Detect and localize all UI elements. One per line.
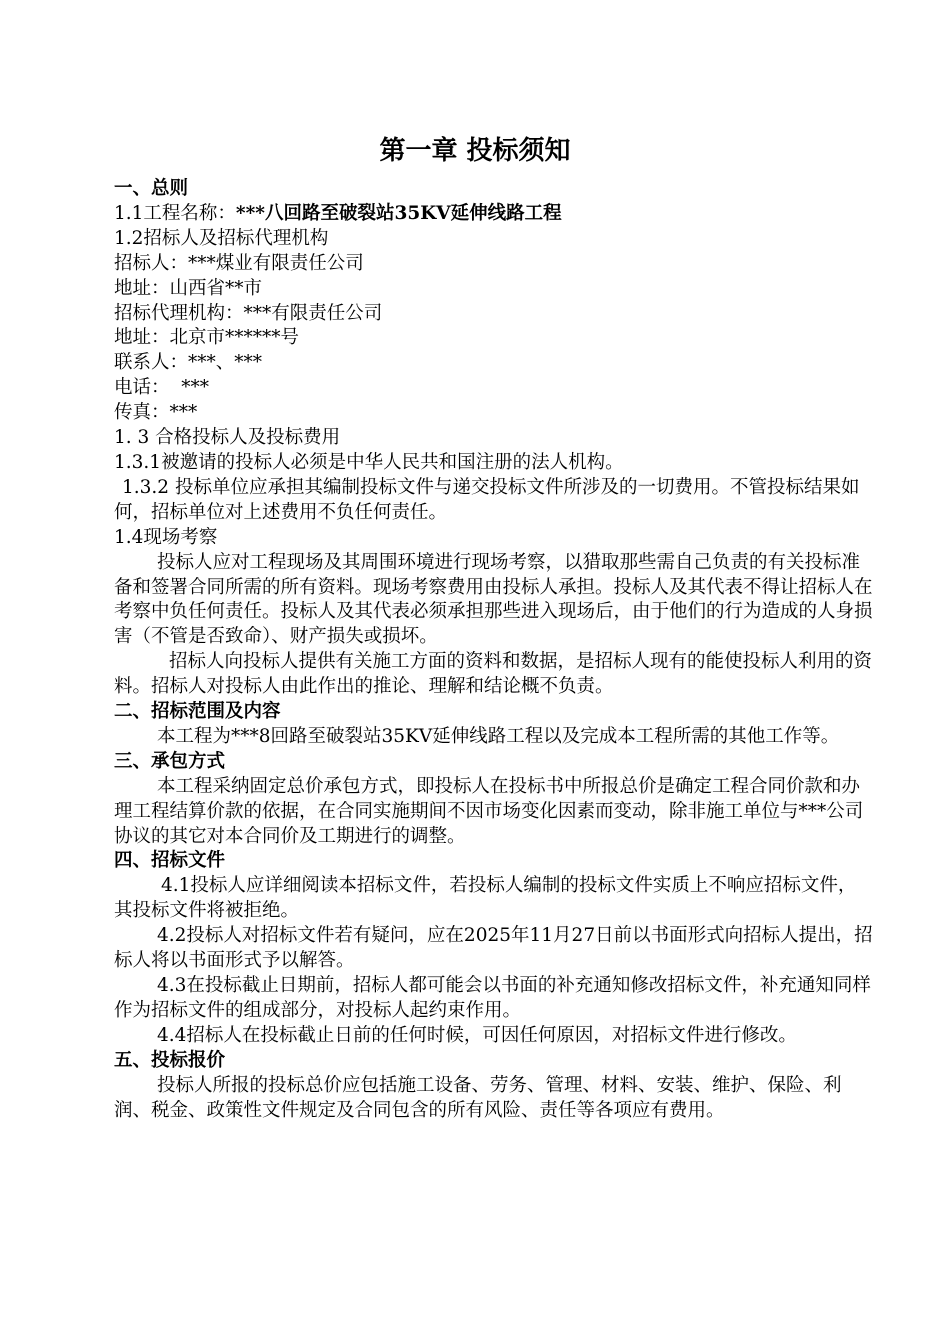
clause-1-3-2: 1.3.2 投标单位应承担其编制投标文件与递交投标文件所涉及的一切费用。不管投标结果如何，招标单位对上述费用不负任何责任。 <box>114 476 860 523</box>
section-heading-tender-documents: 四、招标文件 <box>114 850 226 872</box>
bid-price-paragraph: 投标人所报的投标总价应包括施工设备、劳务、管理、材料、安装、维护、保险、利润、税金、政策性文件规定及合同包含的所有风险、责任等各项应有费用。 <box>114 1074 842 1121</box>
subsection-tenderer: 1.2招标人及招标代理机构 <box>114 227 329 249</box>
tenderer-line: 招标人：***煤业有限责任公司 <box>114 252 364 274</box>
section-heading-general: 一、总则 <box>114 178 189 199</box>
project-name-line <box>114 202 874 227</box>
agency-address: 地址：北京市******号 <box>114 327 300 349</box>
site-visit-paragraph: 投标人应对工程现场及其周围环境进行现场考察，以猎取那些需自己负责的有关投标准备和签署合同所需的所有资料。现场考察费用由投标人承担。投标人及其代表不得让招标人在考察中负任何责任。投标人及其代表必须承担那些进入现场后，由于他们的行为造成的人身损害（不管是否致命）、财产损失或损坏。 <box>114 551 873 648</box>
chapter-title: 第一章 投标须知 <box>379 136 571 166</box>
contract-method-paragraph: 本工程采纳固定总价承包方式，即投标人在投标书中所报总价是确定工程合同价款和办理工程结算价款的依据，在合同实施期间不因市场变化因素而变动，除非施工单位与***公司协议的其它对本合同价及工期进行的调整。 <box>114 775 864 847</box>
agency-line: 招标代理机构：***有限责任公司 <box>114 302 383 324</box>
info-disclaimer-paragraph: 招标人向投标人提供有关施工方面的资料和数据，是招标人现有的能使投标人利用的资料。招标人对投标人由此作出的推论、理解和结论概不负责。 <box>114 651 873 698</box>
fax-line: 传真：*** <box>114 402 198 424</box>
phone-line: 电话： *** <box>114 377 210 399</box>
contact-line: 联系人：***、*** <box>114 352 263 374</box>
tenderer-address: 地址：山西省**市 <box>114 277 263 299</box>
clause-4-4: 4.4招标人在投标截止日前的任何时候，可因任何原因，对招标文件进行修改。 <box>157 1024 797 1046</box>
project-name-label: 1.1工程名称： <box>114 202 236 224</box>
scope-paragraph: 本工程为***8回路至破裂站35KV延伸线路工程以及完成本工程所需的其他工作等。 <box>157 725 840 747</box>
section-heading-scope: 二、招标范围及内容 <box>114 701 281 723</box>
subsection-qualified-bidders: 1. 3 合格投标人及投标费用 <box>114 427 341 449</box>
clause-1-3-1: 1.3.1被邀请的投标人必须是中华人民共和国注册的法人机构。 <box>114 451 624 473</box>
section-heading-bid-price: 五、投标报价 <box>114 1049 226 1071</box>
subsection-site-visit: 1.4现场考察 <box>114 526 218 548</box>
clause-4-1: 4.1投标人应详细阅读本招标文件，若投标人编制的投标文件实质上不响应招标文件，其投标文件将被拒绝。 <box>114 875 857 922</box>
project-name: ***八回路至破裂站35KV延伸线路工程 <box>235 202 562 224</box>
document-body <box>114 177 874 1123</box>
clause-4-3: 4.3在投标截止日期前，招标人都可能会以书面的补充通知修改招标文件，补充通知同样作为招标文件的组成部分，对投标人起约束作用。 <box>114 975 871 1021</box>
clause-4-2: 4.2投标人对招标文件若有疑问，应在2025年11月27日前以书面形式向招标人提出，招标人将以书面形式予以解答。 <box>114 925 873 972</box>
section-heading-contract-method: 三、承包方式 <box>114 750 226 772</box>
